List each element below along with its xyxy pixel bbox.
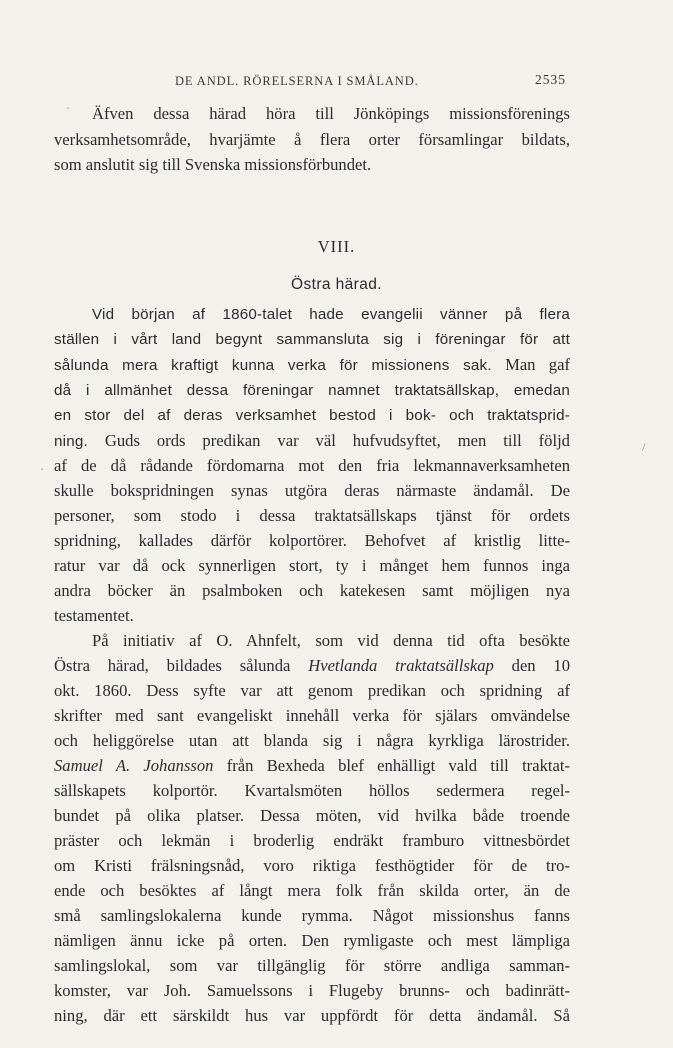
p2-line: okt. 1860. Dess syfte var att genom predikan och spridning af	[54, 681, 570, 700]
society-name: Hvetlanda traktatsällskap	[308, 656, 494, 675]
p1-line: spridning, kallades därför kolportörer. Behofvet af kristlig litte-	[54, 531, 570, 550]
intro-line-1: Äfven dessa härad höra till Jönköpings missionsförenings	[92, 104, 570, 123]
p1-line: då i allmänhet dessa föreningar namnet traktatsällskap, emedan	[54, 382, 570, 399]
p2-line-text: från Bexheda blef enhälligt vald till traktat-	[226, 756, 570, 775]
p1-line: Vid början af 1860-talet hade evangelii vänner på flera	[92, 306, 570, 323]
p2-line: samlingslokal, som var tillgänglig för större andliga samman-	[54, 956, 570, 975]
p2-line: små samlingslokalerna kunde rymma. Något missionshus fanns	[54, 906, 570, 925]
p2-line-text: den 10	[511, 656, 571, 675]
running-head: DE ANDL. RÖRELSERNA I SMÅLAND.	[175, 74, 419, 88]
margin-dot: ·	[40, 462, 44, 476]
p1-line-sans: ning.	[54, 433, 88, 450]
p1-line: skulle bokspridningen synas utgöra deras närmaste ändamål. De	[54, 481, 570, 500]
p1-line: testamentet.	[54, 606, 134, 625]
page-number: 2535	[535, 72, 566, 87]
p2-line	[54, 656, 570, 676]
person-name: Samuel A. Johansson	[54, 756, 214, 775]
intro-line-3: som anslutit sig till Svenska missionsförbundet.	[54, 155, 372, 174]
p1-line	[54, 355, 570, 376]
margin-dot: ·	[66, 101, 70, 115]
intro-line-2: verksamhetsområde, hvarjämte å flera orter församlingar bildats,	[54, 130, 570, 149]
p1-line-sans: sålunda mera kraftigt kunna verka för missionens sak.	[54, 357, 492, 374]
p2-line-text: Östra härad, bildades sålunda	[54, 656, 291, 675]
p1-line: en stor del af deras verksamhet bestod i bok- och traktatsprid-	[54, 407, 570, 424]
p2-line: nämligen ännu icke på orten. Den rymligaste och mest lämpliga	[54, 931, 570, 950]
p2-line: sällskapets kolportör. Kvartalsmöten höllos sedermera regel-	[54, 781, 570, 800]
p2-line: ende och besöktes af långt mera folk från skilda orter, än de	[54, 881, 570, 900]
margin-mark: /	[642, 440, 646, 454]
p1-line: af de då rådande fördomarna mot den fria lekmannaverksamheten	[54, 456, 570, 475]
p2-line: skrifter med sant evangeliskt innehåll verka för själars omvändelse	[54, 706, 570, 725]
p2-line	[54, 756, 570, 776]
p1-line: ställen i vårt land begynt sammansluta sig i föreningar för att	[54, 331, 570, 348]
chapter-numeral: VIII.	[317, 237, 356, 256]
p1-line: personer, som stodo i dessa traktatsällskaps tjänst för ordets	[54, 506, 570, 525]
p1-line-serif: Man gaf	[505, 355, 570, 374]
p1-line: ratur var då ock synnerligen stort, ty i månget hem funnos inga	[54, 556, 570, 575]
p1-line	[54, 431, 570, 452]
p2-line: bundet på olika platser. Dessa möten, vid hvilka både troende	[54, 806, 570, 825]
p2-line: På initiativ af O. Ahnfelt, som vid denna tid ofta besökte	[92, 631, 570, 650]
p1-line-serif: Guds ords predikan var väl hufvudsyftet, men till följd	[104, 431, 570, 450]
section-heading: Östra härad.	[291, 276, 382, 293]
p1-line: andra böcker än psalmboken och katekesen samt möjligen nya	[54, 581, 570, 600]
p2-line: komster, var Joh. Samuelssons i Flugeby brunns- och badinrätt-	[54, 981, 570, 1000]
p2-line: och heliggörelse utan att blanda sig i några kyrkliga lärostrider.	[54, 731, 570, 750]
p2-line: ning, där ett särskildt hus var uppfördt för detta ändamål. Så	[54, 1006, 570, 1025]
p2-line: om Kristi frälsningsnåd, voro riktiga festhögtider för de tro-	[54, 856, 570, 875]
p2-line: präster och lekmän i broderlig endräkt framburo vittnesbördet	[54, 831, 570, 850]
